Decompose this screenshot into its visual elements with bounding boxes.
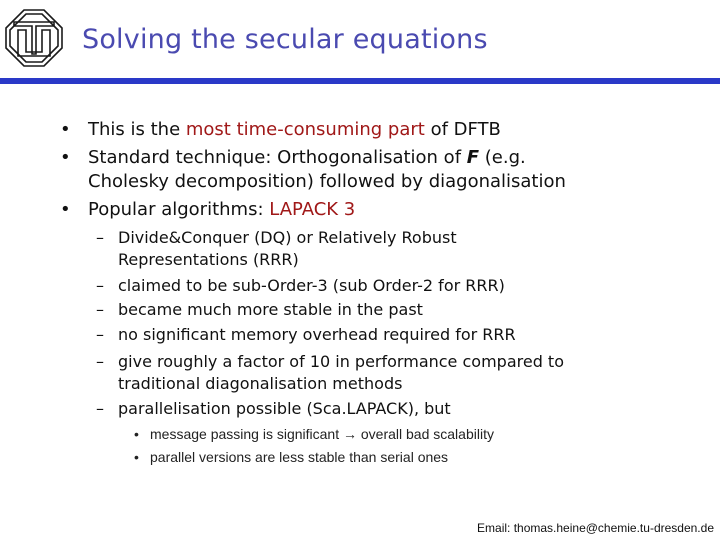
bullet-dot: • [60,119,71,140]
bullet-dot: • [60,199,71,220]
matrix-symbol: F [466,147,480,168]
bullet-dot: • [60,147,71,168]
highlight-text: LAPACK 3 [269,199,356,220]
university-logo [2,6,66,70]
slide-title: Solving the secular equations [82,24,488,55]
title-divider [0,78,720,84]
highlight-text: most time-consuming part [185,119,425,140]
footer-email: Email: thomas.heine@chemie.tu-dresden.de [477,521,714,535]
arrow-right-icon: → [343,426,357,442]
